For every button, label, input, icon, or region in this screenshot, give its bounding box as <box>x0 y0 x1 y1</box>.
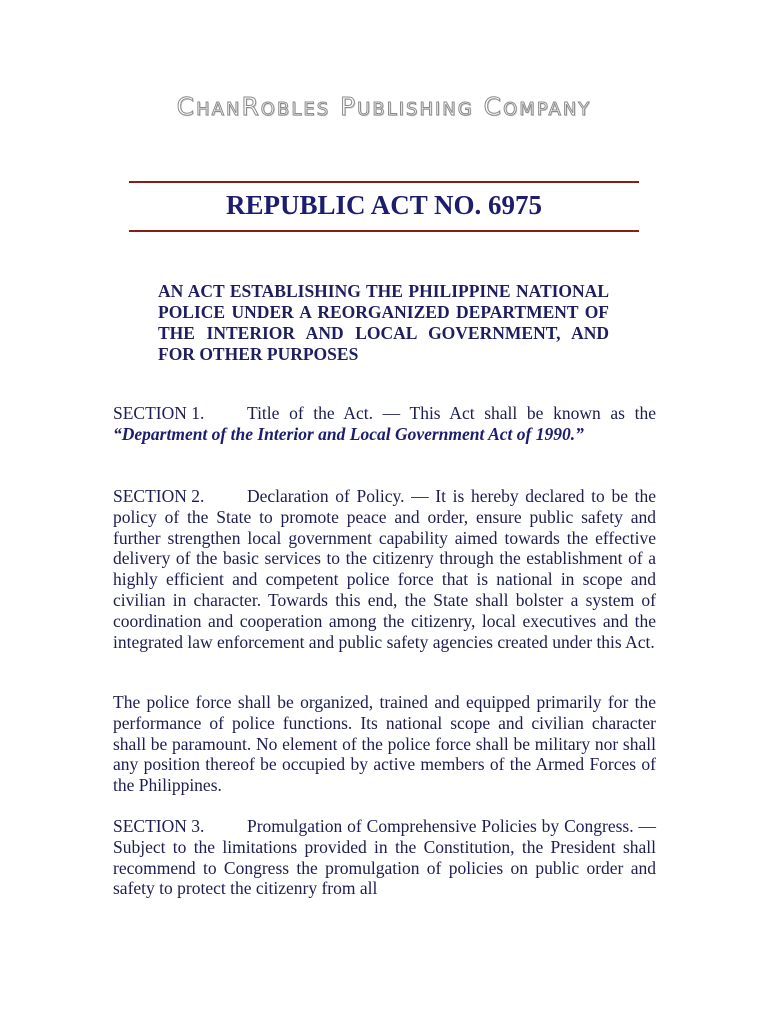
section-1-act-name: “Department of the Interior and Local Government Act of 1990.” <box>113 423 584 444</box>
section-3-text: Promulgation of Comprehensive Policies by Congress. — Subject to the limitations provided in the Constitution, the President shall recommend to Congress the promulgation of policies on public order and safety to protect the citizenry from all <box>113 816 656 899</box>
police-force-paragraph: The police force shall be organized, trained and equipped primarily for the performance of police functions. Its national scope and civilian character shall be paramount. No element of the police force shall be military nor shall any position thereof be occupied by active members of the Armed Forces of the Philippines. <box>113 692 656 796</box>
section-1-text: Title of the Act. — This Act shall be known as the <box>247 403 656 423</box>
act-number-heading: REPUBLIC ACT NO. 6975 <box>225 190 543 220</box>
act-title: AN ACT ESTABLISHING THE PHILIPPINE NATIONAL POLICE UNDER A REORGANIZED DEPARTMENT OF THE INTERIOR AND LOCAL GOVERNMENT, AND FOR OTHER PURPOSES <box>158 281 609 364</box>
title-rule-bottom <box>129 230 639 232</box>
section-2-label: SECTION 2. <box>113 486 205 506</box>
section-2 <box>113 486 656 652</box>
publisher-name: ChanRobles Publishing Company <box>176 92 592 121</box>
section-2-text: Declaration of Policy. — It is hereby declared to be the policy of the State to promote peace and order, ensure public safety and further strengthen local government capability aimed towards the effective delivery of the basic services to the citizenry through the establishment of a highly efficient and competent police force that is national in scope and civilian in character. Towards this end, the State shall bolster a system of coordination and cooperation among the citizenry, local executives and the integrated law enforcement and public safety agencies created under this Act. <box>113 486 656 652</box>
section-3-label: SECTION 3. <box>113 816 205 836</box>
section-1-label: SECTION 1. <box>113 403 205 423</box>
title-rule-top <box>129 181 639 183</box>
section-3 <box>113 816 656 899</box>
section-1 <box>113 403 656 445</box>
